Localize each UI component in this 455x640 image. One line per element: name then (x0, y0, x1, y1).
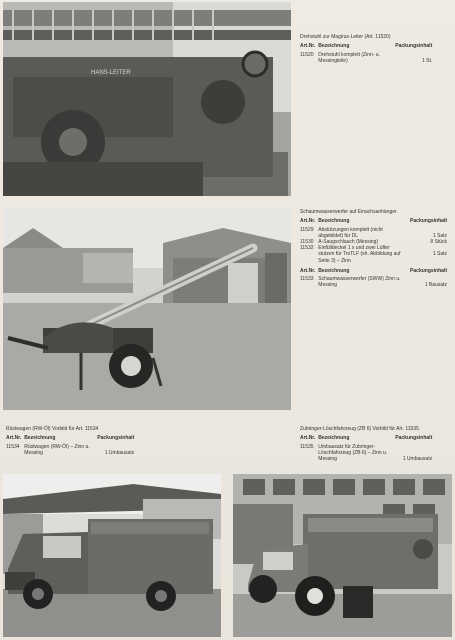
table-row (300, 276, 450, 288)
table-row (6, 444, 137, 456)
table-row (300, 245, 450, 264)
col-artnr: Art.Nr. (300, 267, 316, 274)
col-packungsinhalt: Packungsinhalt (410, 267, 447, 274)
row-bezeichnung: Drehstuhl komplett (Zinn- u. Messingteile) (318, 51, 380, 64)
col-packungsinhalt: Packungsinhalt (97, 435, 135, 442)
row-artnr: 11535 (300, 443, 314, 450)
row-bezeichnung: Einfülldeckel 1 x und zwei Lüfter stutzen für TroTLF (sh. Abbildung auf Seite 3) – Zinn (318, 245, 401, 264)
col-artnr: Art.Nr. (300, 218, 316, 225)
col-bezeichnung: Bezeichnung (318, 43, 350, 50)
row-packungsinhalt: 1 St. (421, 57, 433, 64)
row-bezeichnung: Rüstwagen (RW-Öl) – Zinn u. Messing (24, 443, 90, 456)
row-packungsinhalt: 1 Satz (432, 232, 447, 239)
caption-drehstuhl (300, 34, 450, 64)
table-row (300, 227, 450, 239)
photo-turntable-ladder (3, 2, 291, 196)
col-packungsinhalt: Packungsinhalt (410, 218, 447, 225)
row-artnr: 11533 (300, 276, 314, 283)
row-artnr: 11530 (300, 239, 314, 246)
caption-title: Rüstwagen (RW-Öl) Vorbild für Art. 11534 (6, 426, 99, 432)
table-row (300, 52, 435, 64)
caption-ruestwagen (6, 426, 206, 456)
photo-zubringer-truck (233, 474, 452, 637)
row-packungsinhalt: 1 Umbausatz (402, 456, 433, 463)
photo-foam-cannon-trailer (3, 208, 291, 410)
parts-table (300, 43, 435, 64)
row-bezeichnung: Schaumwasserwerfer (SWW) Zinn u. Messing (318, 276, 401, 289)
col-bezeichnung: Bezeichnung (318, 435, 350, 442)
caption-title: Schaumwasserwerfer auf Einachsanhänger (300, 209, 397, 215)
parts-table (300, 218, 450, 288)
row-artnr: 11520 (300, 51, 314, 58)
col-artnr: Art.Nr. (300, 435, 316, 442)
table-row (300, 444, 435, 463)
row-artnr: 11534 (6, 443, 20, 450)
caption-title: Zubringer-Löschfahrzeug (ZB 6) Vorbild für Art. 11535 (300, 426, 419, 432)
parts-table (300, 435, 435, 462)
col-bezeichnung: Bezeichnung (318, 267, 350, 274)
row-bezeichnung: A-Saugschlauch (Messing) (318, 239, 379, 246)
col-bezeichnung: Bezeichnung (24, 435, 56, 442)
col-artnr: Art.Nr. (6, 435, 22, 442)
row-packungsinhalt: 1 Satz (432, 251, 447, 258)
row-packungsinhalt: 1 Umbausatz (104, 449, 135, 456)
caption-schaumwasserwerfer (300, 209, 450, 288)
row-packungsinhalt: 1 Bausatz (424, 282, 447, 289)
photo-ruestwagen-truck (3, 474, 221, 637)
row-artnr: 11529 (300, 226, 314, 233)
col-packungsinhalt: Packungsinhalt (395, 435, 433, 442)
row-bezeichnung: Umbausatz für Zubringer-Löschfahrzeug (ZB 6) – Zinn u. Messing (318, 443, 388, 463)
caption-title: Drehstuhl zur Magirus-Leiter (Art. 11520) (300, 34, 391, 40)
col-artnr: Art.Nr. (300, 43, 316, 50)
row-bezeichnung: Abstützungen komplett (nicht abgebildet) für DL (318, 226, 383, 239)
col-bezeichnung: Bezeichnung (318, 218, 350, 225)
row-packungsinhalt: 8 Stück (430, 239, 447, 246)
caption-zubringer (300, 426, 450, 462)
col-packungsinhalt: Packungsinhalt (395, 43, 433, 50)
plate-text: HANS-LEITER (91, 70, 131, 76)
row-artnr: 11532 (300, 245, 314, 252)
parts-table (6, 435, 137, 456)
